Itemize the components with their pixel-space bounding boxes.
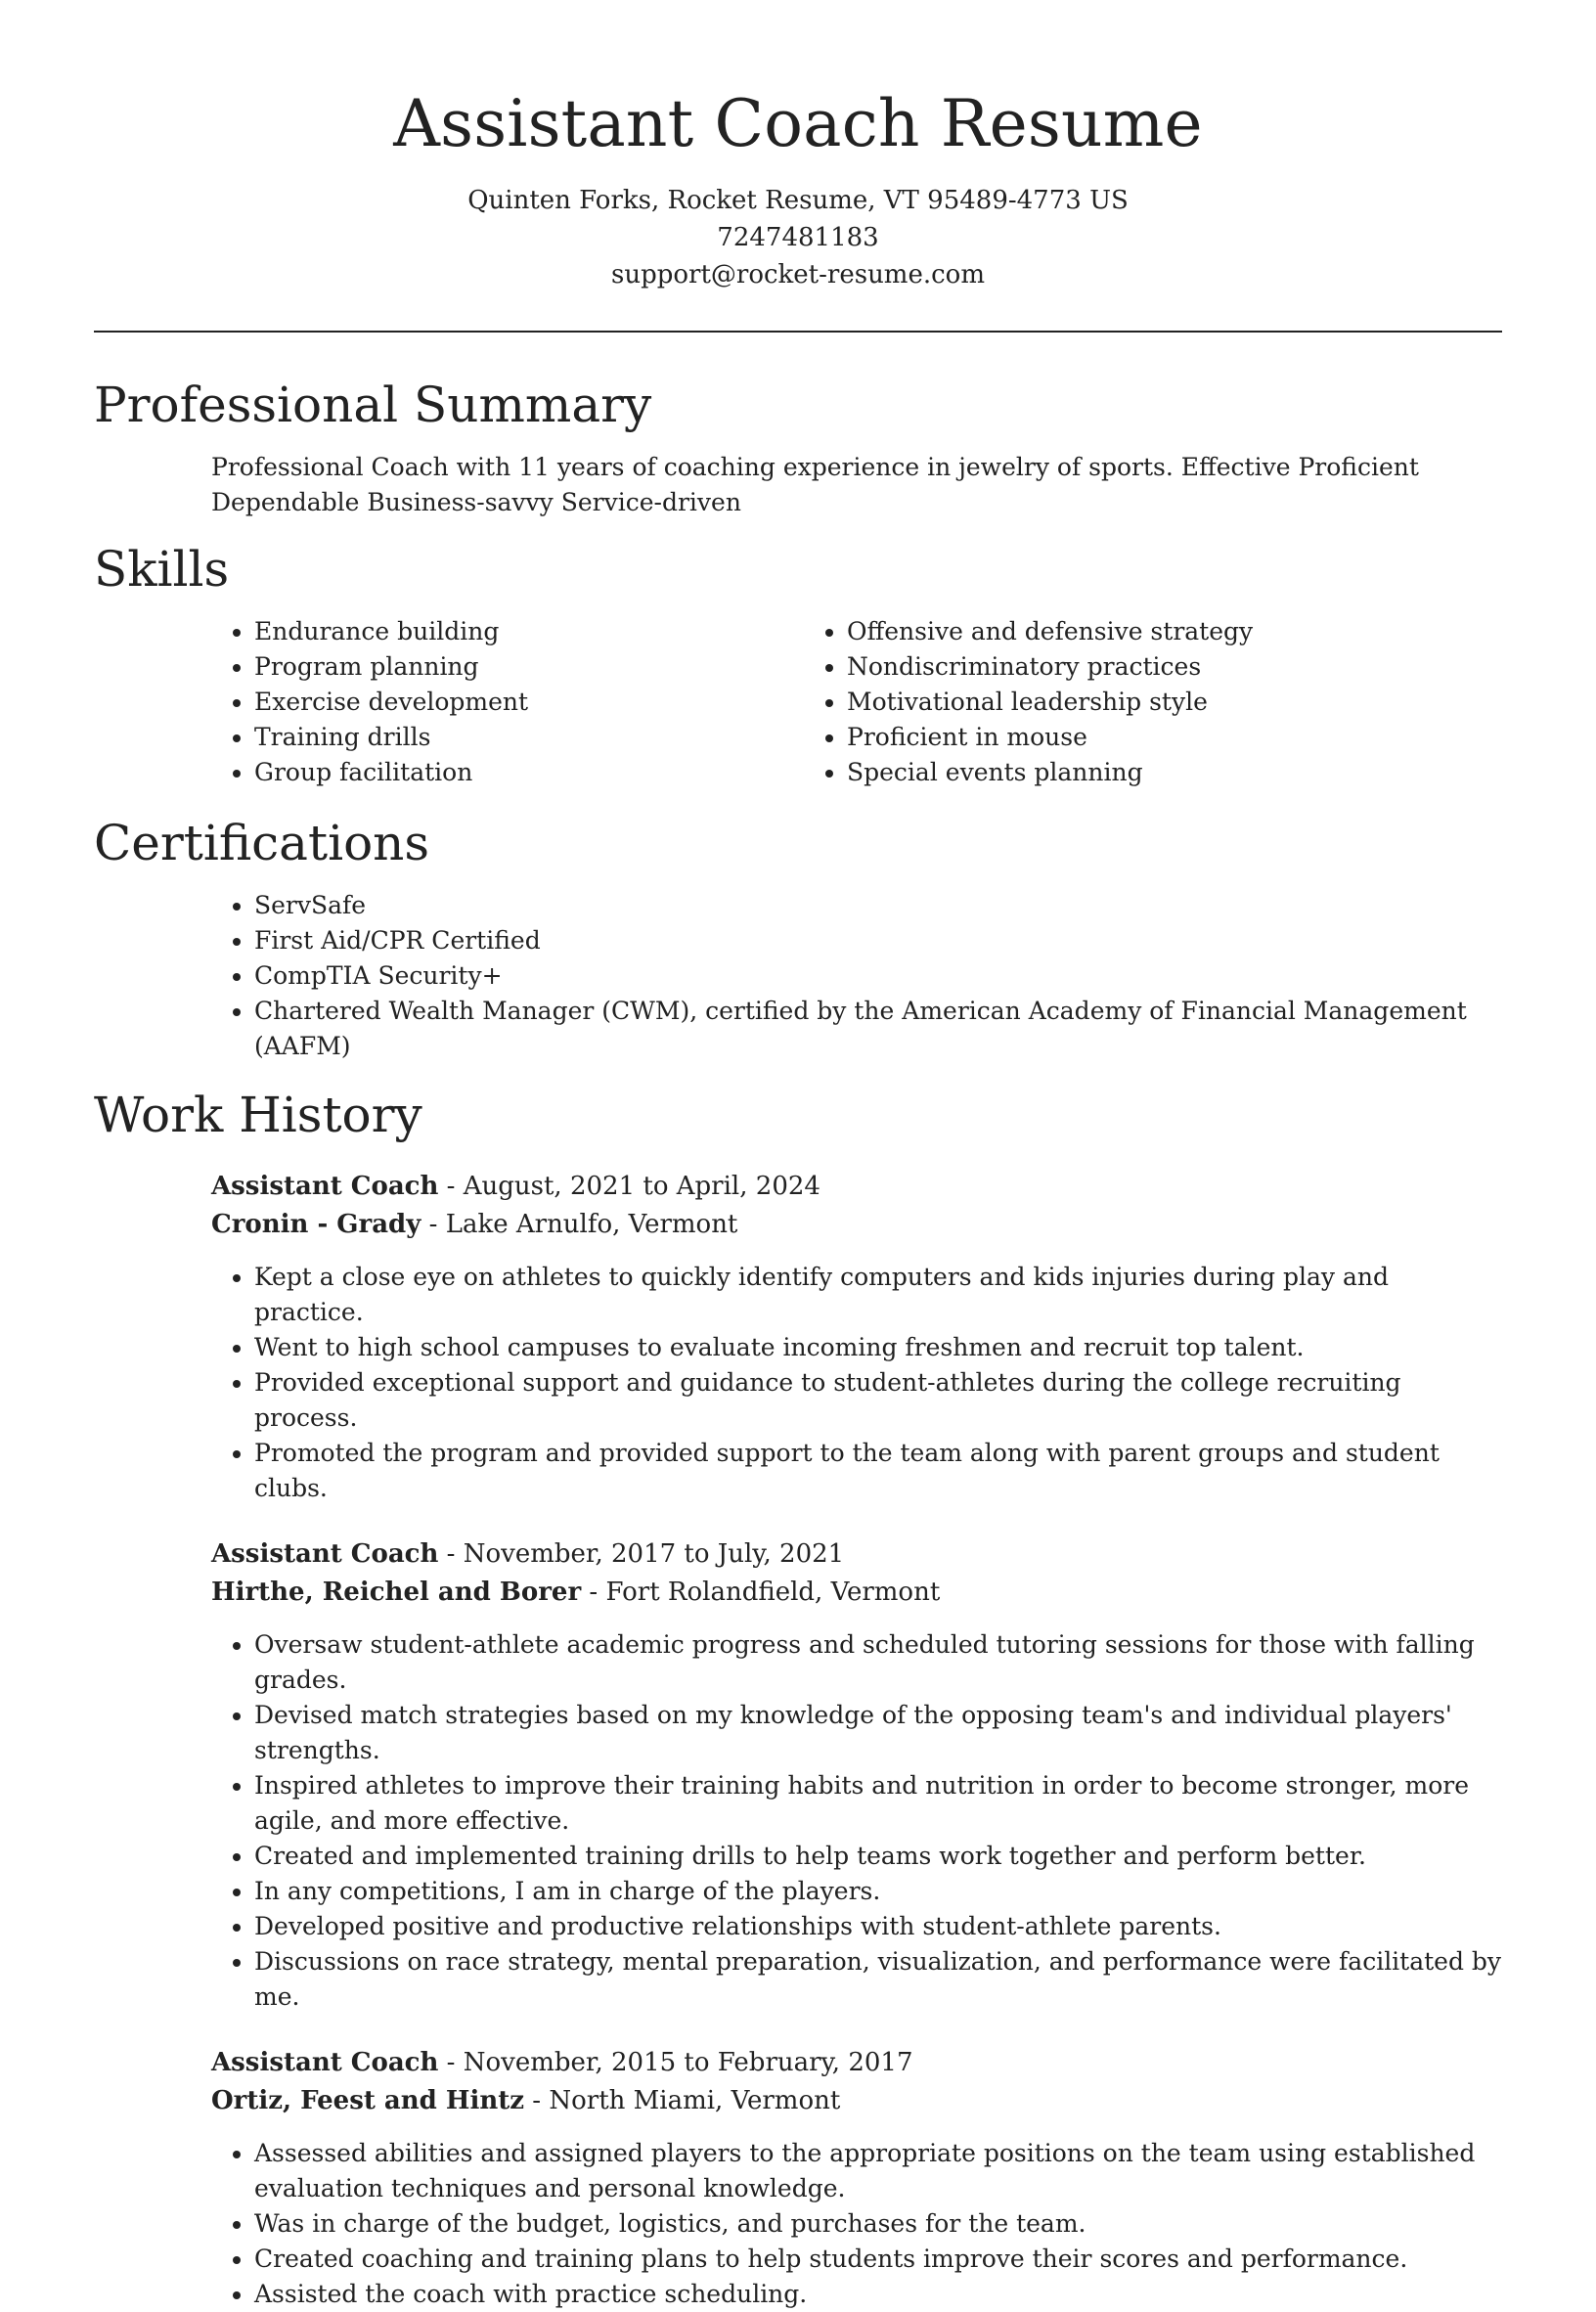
job-bullet: • Kept a close eye on athletes to quickly identify computers and kids injuries during play and practice. xyxy=(254,1260,1502,1330)
job-bullets xyxy=(211,1627,1502,2015)
job-bullets xyxy=(211,2136,1502,2312)
skill-item: • Motivational leadership style xyxy=(847,685,1253,720)
job-location: North Miami, Vermont xyxy=(549,2086,841,2115)
job-dates: August, 2021 to April, 2024 xyxy=(463,1172,820,1201)
job-company-line: Cronin - Grady - Lake Arnulfo, Vermont xyxy=(211,1210,738,1239)
header-divider xyxy=(94,331,1502,333)
job-company-line: Hirthe, Reichel and Borer - Fort Rolandfield, Vermont xyxy=(211,1578,941,1607)
skill-item: • Group facilitation xyxy=(254,755,804,790)
job-title: Assistant Coach xyxy=(211,2048,439,2077)
summary-text: Professional Coach with 11 years of coaching experience in jewelry of sports. Effective Proficient Dependable Business-savvy Service-driven xyxy=(211,453,1419,516)
job-title: Assistant Coach xyxy=(211,1539,439,1569)
job-title-line: Assistant Coach - November, 2017 to July, 2021 xyxy=(211,1539,845,1569)
work-history-heading: Work History xyxy=(94,1087,422,1143)
resume-page xyxy=(94,0,1502,2308)
job-bullet: • Was in charge of the budget, logistics, and purchases for the team. xyxy=(254,2206,1502,2242)
job-bullet: • Assisted the coach with practice scheduling. xyxy=(254,2277,1502,2312)
certifications-heading: Certifications xyxy=(94,815,430,871)
job-company-line: Ortiz, Feest and Hintz - North Miami, Vermont xyxy=(211,2086,841,2115)
job-location: Lake Arnulfo, Vermont xyxy=(445,1210,738,1239)
job-bullet: • Went to high school campuses to evaluate incoming freshmen and recruit top talent. xyxy=(254,1330,1502,1365)
skills-column-right xyxy=(804,614,1253,790)
job-title-line: Assistant Coach - August, 2021 to April, 2024 xyxy=(211,1172,820,1201)
skill-item: • Offensive and defensive strategy xyxy=(847,614,1253,649)
contact-phone: 7247481183 xyxy=(717,223,879,252)
job-bullet: • Oversaw student-athlete academic progress and scheduled tutoring sessions for those with falling grades. xyxy=(254,1627,1502,1698)
job-entry xyxy=(211,1168,1502,1506)
resume-title: Assistant Coach Resume xyxy=(393,86,1203,161)
certifications-list xyxy=(211,888,1502,1064)
skills-column-left xyxy=(211,614,804,790)
job-bullet: • Inspired athletes to improve their training habits and nutrition in order to become stronger, more agile, and more effective. xyxy=(254,1768,1502,1839)
contact-block xyxy=(94,182,1502,293)
summary-heading: Professional Summary xyxy=(94,377,652,433)
skill-item: • Endurance building xyxy=(254,614,804,649)
skill-item: • Exercise development xyxy=(254,685,804,720)
skill-item: • Proficient in mouse xyxy=(847,720,1253,755)
job-bullet: • In any competitions, I am in charge of the players. xyxy=(254,1874,1502,1909)
job-dates: November, 2015 to February, 2017 xyxy=(463,2048,913,2077)
certification-item: • Chartered Wealth Manager (CWM), certified by the American Academy of Financial Management (AAFM) xyxy=(254,994,1502,1064)
skills-heading: Skills xyxy=(94,541,230,598)
job-bullet: • Provided exceptional support and guidance to student-athletes during the college recruiting process. xyxy=(254,1365,1502,1436)
job-bullet: • Discussions on race strategy, mental preparation, visualization, and performance were facilitated by me. xyxy=(254,1944,1502,2015)
skill-item: • Training drills xyxy=(254,720,804,755)
job-company: Ortiz, Feest and Hintz xyxy=(211,2086,525,2115)
job-entry xyxy=(211,2044,1502,2312)
job-dates: November, 2017 to July, 2021 xyxy=(463,1539,845,1569)
job-company: Hirthe, Reichel and Borer xyxy=(211,1578,582,1607)
job-location: Fort Rolandfield, Vermont xyxy=(605,1578,941,1607)
certification-item: • ServSafe xyxy=(254,888,1502,923)
job-bullet: • Promoted the program and provided support to the team along with parent groups and student clubs. xyxy=(254,1436,1502,1506)
skill-item: • Program planning xyxy=(254,649,804,685)
job-company: Cronin - Grady xyxy=(211,1210,421,1239)
job-title-line: Assistant Coach - November, 2015 to February, 2017 xyxy=(211,2048,913,2077)
skills-list xyxy=(211,614,1502,790)
job-entry xyxy=(211,1535,1502,2015)
job-bullet: • Developed positive and productive relationships with student-athlete parents. xyxy=(254,1909,1502,1944)
contact-address: Quinten Forks, Rocket Resume, VT 95489-4773 US xyxy=(467,186,1129,215)
job-bullet: • Assessed abilities and assigned players to the appropriate positions on the team using established evaluation techniques and personal knowledge. xyxy=(254,2136,1502,2206)
job-title: Assistant Coach xyxy=(211,1172,439,1201)
job-bullet: • Created coaching and training plans to help students improve their scores and performance. xyxy=(254,2242,1502,2277)
job-bullet: • Created and implemented training drills to help teams work together and perform better. xyxy=(254,1839,1502,1874)
skill-item: • Special events planning xyxy=(847,755,1253,790)
contact-email: support@rocket-resume.com xyxy=(610,260,985,289)
job-bullet: • Devised match strategies based on my knowledge of the opposing team's and individual players' strengths. xyxy=(254,1698,1502,1768)
skill-item: • Nondiscriminatory practices xyxy=(847,649,1253,685)
certification-item: • CompTIA Security+ xyxy=(254,958,1502,994)
certification-item: • First Aid/CPR Certified xyxy=(254,923,1502,958)
job-bullets xyxy=(211,1260,1502,1506)
